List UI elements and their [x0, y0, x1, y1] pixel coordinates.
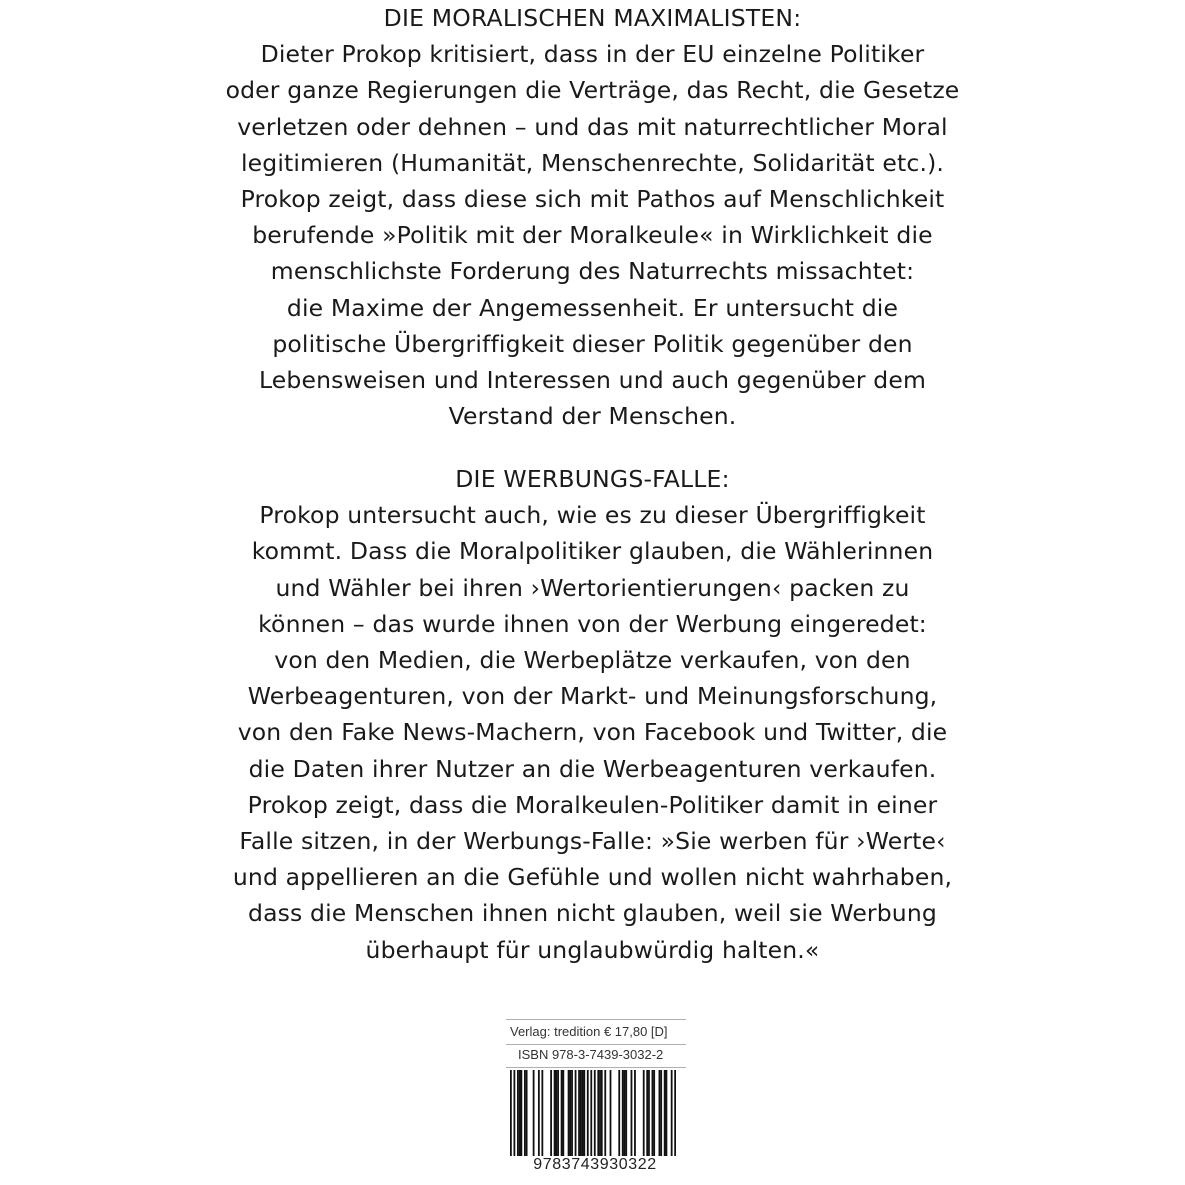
text-line: Werbeagenturen, von der Markt- und Meinungsforschung,	[247, 682, 938, 711]
barcode-bar	[587, 1070, 589, 1156]
barcode-bar	[575, 1070, 577, 1156]
imprint-rule-bottom	[506, 1067, 686, 1068]
barcode-bar	[634, 1070, 636, 1156]
text-line: die Daten ihrer Nutzer an die Werbeagenturen verkaufen.	[248, 754, 937, 783]
barcode-bar	[625, 1070, 627, 1156]
text-line: und appellieren an die Gefühle und wollen nicht wahrhaben,	[232, 863, 953, 892]
barcode-bar	[643, 1070, 645, 1156]
text-line: politische Übergriffigkeit dieser Politik gegenüber den	[272, 329, 913, 358]
section-heading: DIE MORALISCHEN MAXIMALISTEN:	[383, 4, 802, 32]
text-line: und Wähler bei ihren ›Wertorientierungen‹ packen zu	[275, 573, 910, 602]
barcode-bar	[533, 1070, 535, 1156]
barcode-bar	[562, 1070, 564, 1156]
barcode-bar	[646, 1070, 648, 1156]
barcode-bar	[674, 1070, 676, 1156]
text-line: von den Fake News-Machern, von Facebook und Twitter, die	[237, 718, 948, 747]
publisher-price: Verlag: tredition € 17,80 [D]	[510, 1024, 668, 1039]
imprint-rule-middle	[506, 1044, 686, 1045]
barcode-bar	[610, 1070, 612, 1156]
text-line: berufende »Politik mit der Moralkeule« in Wirklichkeit die	[252, 221, 933, 250]
section-moral-maximalists	[150, 0, 1035, 434]
barcode-bar	[599, 1070, 601, 1156]
barcode-bar	[517, 1070, 519, 1156]
barcode-bar	[666, 1070, 668, 1156]
barcode-bar	[631, 1070, 633, 1156]
barcode-bar	[594, 1070, 596, 1156]
barcode-bar	[519, 1070, 521, 1156]
barcode-bar	[582, 1070, 584, 1156]
text-line: kommt. Dass die Moralpolitiker glauben, die Wählerinnen	[251, 537, 934, 566]
barcode-number: 9783743930322	[533, 1156, 657, 1173]
barcode-bar	[652, 1070, 654, 1156]
barcode-bar	[571, 1070, 573, 1156]
barcode-bar	[568, 1070, 570, 1156]
barcode-image	[510, 1070, 676, 1156]
barcode-bar	[578, 1070, 580, 1156]
isbn: ISBN 978-3-7439-3032-2	[518, 1047, 664, 1062]
barcode-bar	[624, 1070, 626, 1156]
text-line: von den Medien, die Werbeplätze verkaufen, von den	[274, 646, 911, 675]
section-heading: DIE WERBUNGS-FALLE:	[455, 465, 730, 493]
barcode-bar	[671, 1070, 673, 1156]
barcode-bar	[510, 1070, 512, 1156]
barcode-bar	[659, 1070, 661, 1156]
barcode-bar	[604, 1070, 606, 1156]
barcode-bar	[561, 1070, 563, 1156]
barcode-bar	[538, 1070, 540, 1156]
barcode-bar	[580, 1070, 582, 1156]
imprint-rule-top	[506, 1019, 686, 1020]
barcode-bar	[622, 1070, 624, 1156]
text-line: Dieter Prokop kritisiert, dass in der EU einzelne Politiker	[260, 40, 925, 69]
text-line: Lebensweisen und Interessen und auch gegenüber dem	[258, 366, 927, 395]
text-line: überhaupt für unglaubwürdig halten.«	[365, 935, 820, 964]
barcode-bar	[583, 1070, 585, 1156]
section-advertising-trap	[150, 461, 1035, 968]
text-line: Prokop zeigt, dass diese sich mit Pathos auf Menschlichkeit	[240, 185, 945, 214]
text-line: legitimieren (Humanität, Menschenrechte, Solidarität etc.).	[240, 148, 945, 177]
barcode-bar	[513, 1070, 515, 1156]
text-line: Falle sitzen, in der Werbungs-Falle: »Sie werben für ›Werte‹	[239, 827, 946, 856]
text-line: Verstand der Menschen.	[448, 402, 737, 431]
text-line: verletzen oder dehnen – und das mit naturrechtlicher Moral	[237, 112, 948, 141]
text-line: menschlichste Forderung des Naturrechts missachtet:	[270, 257, 915, 286]
barcode-bar	[618, 1070, 620, 1156]
barcode-bar	[597, 1070, 599, 1156]
barcode-bar	[554, 1070, 556, 1156]
barcode-bar	[557, 1070, 559, 1156]
barcode-bar	[601, 1070, 603, 1156]
text-line: Prokop zeigt, dass die Moralkeulen-Politiker damit in einer	[247, 790, 938, 819]
barcode-bar	[569, 1070, 571, 1156]
text-line: können – das wurde ihnen von der Werbung eingeredet:	[258, 609, 927, 638]
barcode-bar	[660, 1070, 662, 1156]
text-line: oder ganze Regierungen die Verträge, das Recht, die Gesetze	[225, 76, 960, 105]
barcode-bar	[653, 1070, 655, 1156]
barcode-bar	[590, 1070, 592, 1156]
barcode-bar	[526, 1070, 528, 1156]
barcode-bar	[550, 1070, 552, 1156]
text-line: dass die Menschen ihnen nicht glauben, weil sie Werbung	[248, 899, 937, 928]
barcode-bar	[555, 1070, 557, 1156]
text-line: Prokop untersucht auch, wie es zu dieser Übergriffigkeit	[259, 501, 926, 530]
text-line: die Maxime der Angemessenheit. Er untersucht die	[286, 293, 899, 322]
barcode-bar	[648, 1070, 650, 1156]
barcode-bar	[520, 1070, 522, 1156]
barcode-bar	[541, 1070, 543, 1156]
barcode-bar	[524, 1070, 526, 1156]
barcode-bar	[664, 1070, 666, 1156]
